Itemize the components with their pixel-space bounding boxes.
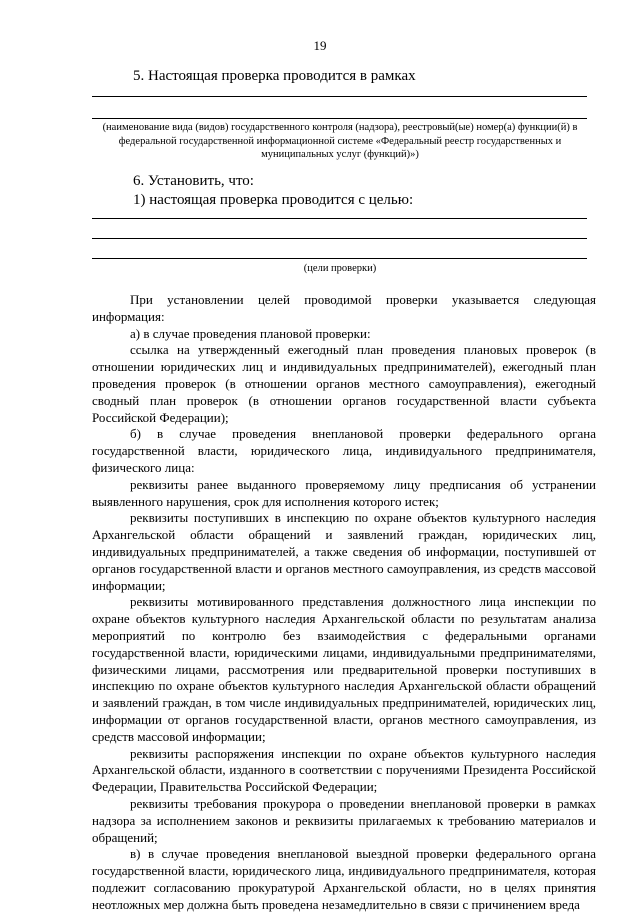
page-number: 19 — [313, 38, 327, 53]
paragraph: б) в случае проведения внеплановой проверки федерального органа государственной власти, юридического лица, индивидуального предпринимателя, физического лица: — [92, 426, 596, 475]
section-5-caption: (наименование вида (видов) государственного контроля (надзора), реестровый(ые) номер(а) функции(й) в федеральной государственной информационной системе «Федеральный реестр государственных и муниципальных услуг (функций)») — [102, 122, 578, 160]
paragraph: реквизиты поступивших в инспекцию по охране объектов культурного наследия Архангельской области обращений и заявлений граждан, юридических лиц, индивидуальных предпринимателей, а также сведения об информации, поступившей от органов государственной власти и органов местного самоуправления, из средств массовой информации; — [92, 510, 596, 593]
paragraph: реквизиты мотивированного представления должностного лица инспекции по охране объектов культурного наследия Архангельской области по результатам анализа мероприятий по контролю без взаимодействия с федеральными органами государственной власти, юридическими лицами, индивидуальными предпринимателями, физическими лицами, рассмотрения или предварительной проверки поступивших в инспекцию по охране объектов культурного наследия Архангельской области обращений и заявлений граждан, в том числе индивидуальных предпринимателей, юридических лиц, информации от органов государственной власти, органов местного самоуправления, из средств массовой информации; — [92, 594, 596, 744]
body-text — [92, 292, 596, 913]
blank-line — [92, 218, 587, 219]
section-6-subheading: 1) настоящая проверка проводится с целью: — [133, 192, 414, 208]
blank-line — [92, 118, 587, 119]
blank-line — [92, 238, 587, 239]
section-6-heading: 6. Установить, что: — [133, 173, 254, 189]
paragraph: а) в случае проведения плановой проверки: — [130, 325, 371, 341]
paragraph: реквизиты требования прокурора о проведении внеплановой проверки в рамках надзора за исполнением законов и реквизиты прилагаемых к требованию материалов и обращений; — [92, 795, 596, 845]
paragraph: При установлении целей проводимой проверки указывается следующая информация: — [92, 292, 596, 324]
paragraph: реквизиты ранее выданного проверяемому лицу предписания об устранении выявленного нарушения, срок для исполнения которого истек; — [92, 476, 596, 509]
blank-line — [92, 258, 587, 259]
blank-line — [92, 96, 587, 97]
paragraph: реквизиты распоряжения инспекции по охране объектов культурного наследия Архангельской области, изданного в соответствии с поручениями Президента Российской Федерации, Правительства Российской Федерации; — [92, 745, 596, 795]
paragraph: ссылка на утвержденный ежегодный план проведения плановых проверок (в отношении юридических лиц и индивидуальных предпринимателей), ежегодный план проведения проверок (в отношении органов местного самоуправления), ежегодный сводный план проверок (в отношении органов государственной власти субъекта Российской Федерации); — [92, 342, 596, 425]
paragraph: в) в случае проведения внеплановой выездной проверки федерального органа государственной власти, юридического лица, индивидуального предпринимателя, которая подлежит согласованию прокуратурой Архангельской области, но в целях принятия неотложных мер должна быть проведена незамедлительно в связи с причинением вреда — [92, 846, 596, 912]
section-5-heading: 5. Настоящая проверка проводится в рамках — [133, 68, 416, 84]
section-6-caption: (цели проверки) — [303, 263, 377, 274]
